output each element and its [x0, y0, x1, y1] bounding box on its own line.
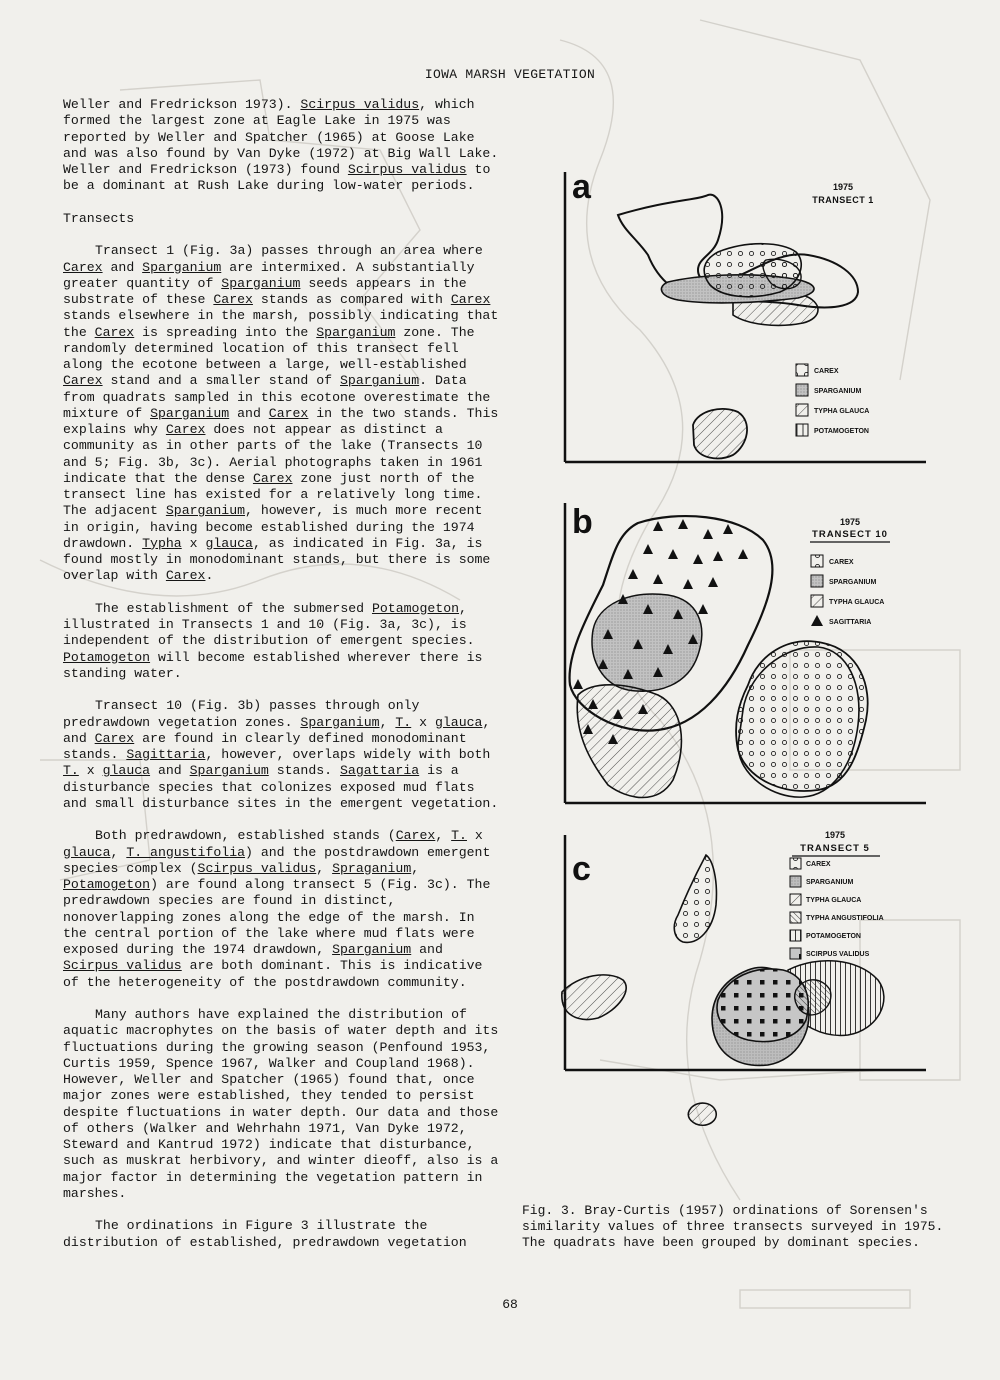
species-name: Sparganium [142, 259, 222, 275]
panel-a-legend-carex: CAREX [814, 368, 839, 375]
panel-c-legend-scirpus-validus: SCIRPUS VALIDUS [806, 951, 870, 958]
species-name: Scirpus validus [300, 97, 420, 112]
page-number: 68 [502, 1297, 518, 1312]
figure-panel-a [548, 160, 928, 480]
species-name: T. angustifolia [126, 844, 246, 860]
paragraph-potamogeton: The establishment of the submersed Potamogeton, illustrated in Transects 1 and 10 (Fig. 3a, 3c), is independent of the distribution of emergent species. Potamogeton will become established wherever there is standing water. [63, 600, 483, 681]
left-column [63, 97, 505, 1267]
species-name: Carex [252, 470, 293, 486]
panel-a-plot [565, 172, 926, 462]
species-name: Carex [165, 568, 206, 584]
species-name: Sagattaria [340, 763, 420, 779]
sagittaria-marker [723, 524, 733, 534]
species-name: Carex [213, 292, 253, 307]
paragraph-transect-1: Transect 1 (Fig. 3a) passes through an area where Carex and Sparganium are intermixed. A substantially greater quantity of Sparganium seeds appears in the substrate of these Carex stands as compared with Carex stands elsewhere in the marsh, possibly indicating that the Carex is spreading into the Sparganium zone. The randomly determined location of this transect fell along the ecotone between a large, well-established Carex stand and a smaller stand of Sparganium. Data from quadrats sampled in this ecotone overestimate the mixture of Sparganium and Carex in the two stands. This explains why Carex does not appear as distinct a community as in other parts of the lake (Transects 10 and 5; Fig. 3b, 3c). Aerial photographs taken in 1961 indicate that the dense Carex zone just north of the transect line has existed for a relatively long time. The adjacent Sparganium, however, is much more recent in origin, having become established during the 1974 drawdown. Typha x glauca, as indicated in Fig. 3a, is found mostly in monodominant stands, but there is some overlap with Carex. [63, 243, 499, 584]
panel-b-legend-sparganium: SPARGANIUM [829, 579, 877, 586]
sagittaria-marker [628, 569, 638, 579]
figure-panel-b [548, 495, 928, 815]
panel-b-legend-typha-glauca: TYPHA GLAUCA [829, 599, 885, 606]
species-name: glauca [205, 535, 253, 551]
panel-c-legend-typha-glauca: TYPHA GLAUCA [806, 897, 862, 904]
species-name: Spraganium [332, 860, 412, 876]
panel-b-letter: b [572, 503, 593, 541]
sagittaria-marker [708, 577, 718, 587]
species-name: Scirpus validus [197, 860, 317, 876]
sagittaria-marker [683, 579, 693, 589]
species-name: Sparganium [300, 714, 380, 730]
paragraph-ordinations: The ordinations in Figure 3 illustrate the distribution of established, predrawdown vegetation [63, 1218, 467, 1250]
panel-a-legend-typha-glauca: TYPHA GLAUCA [814, 408, 870, 415]
running-head: IOWA MARSH VEGETATION [424, 67, 596, 82]
panel-b-year: 1975 [839, 517, 861, 527]
panel-b-legend-carex: CAREX [829, 559, 854, 566]
species-name: Sparganium [189, 763, 269, 779]
figure-panel-c [548, 820, 928, 1140]
sagittaria-marker [698, 604, 708, 614]
panel-b-carex-zone [736, 641, 868, 791]
paragraph-1: Weller and Fredrickson 1973). Scirpus validus, which formed the largest zone at Eagle Lake in 1975 was reported by Weller and Spatcher (1965) at Goose Lake and was also found by Van Dyke (1972) at Big Wall Lake. Weller and Fredrickson (1973) found Scirpus validus to be a dominant at Rush Lake during low-water periods. [63, 97, 499, 194]
species-name: Carex [63, 373, 103, 389]
panel-a-legend-potamogeton: POTAMOGETON [814, 428, 869, 435]
sagittaria-marker [713, 551, 723, 561]
panel-a-letter: a [572, 168, 591, 206]
panel-c-legend [790, 858, 884, 959]
panel-c-legend-sparganium: SPARGANIUM [806, 879, 854, 886]
paragraph-transect-10: Transect 10 (Fig. 3b) passes through only predrawdown vegetation zones. Sparganium, T. x glauca, and Carex are found in clearly defined monodominant stands. Sagittaria, however, overlaps widely with both T. x glauca and Sparganium stands. Sagattaria is a disturbance species that colonizes exposed mud flats and small disturbance sites in the emergent vegetation. [63, 698, 499, 811]
species-name: Scirpus validus [347, 162, 467, 177]
species-name: Typha [142, 535, 182, 551]
sagittaria-marker [653, 574, 663, 584]
sagittaria-marker [668, 549, 678, 559]
species-name: Carex [395, 828, 436, 844]
panel-a-year: 1975 [832, 182, 854, 192]
sagittaria-marker [643, 544, 653, 554]
panel-c-carex-zone [674, 855, 716, 942]
species-name: Sparganium [150, 405, 230, 421]
species-name: Sparganium [165, 503, 246, 519]
species-name: Sagittaria [126, 747, 206, 762]
sagittaria-marker [703, 529, 713, 539]
species-name: glauca [434, 714, 483, 730]
species-name: Sparganium [316, 324, 396, 340]
species-name: Sparganium [340, 373, 420, 389]
species-name: Potamogeton [371, 600, 460, 616]
species-name: glauca [63, 844, 111, 860]
sagittaria-marker [738, 549, 748, 559]
species-name: T. [395, 714, 412, 730]
species-name: Carex [165, 422, 206, 437]
section-heading-transects: Transects [63, 210, 135, 226]
panel-c-letter: c [572, 850, 591, 888]
species-name: Potamogeton [63, 877, 151, 892]
species-name: T. [63, 763, 79, 779]
panel-b-transect: TRANSECT 10 [812, 529, 888, 540]
panel-a-transect: TRANSECT 1 [812, 195, 874, 205]
species-name: Sparganium [221, 275, 301, 291]
panel-b-plot [565, 503, 926, 803]
species-name: Carex [94, 324, 135, 340]
paragraph-transect-5: Both predrawdown, established stands (Carex, T. x glauca, T. angustifolia) and the postdrawdown emergent species complex (Scirpus validus, Spraganium, Potamogeton) are found along transect 5 (Fig. 3c). The predrawdown species are found in distinct, nonoverlapping zones along the edge of the marsh. In the central portion of the lake where mud flats were exposed during the 1974 drawdown, Sparganium and Scirpus validus are both dominant. This is indicative of the heterogeneity of the postdrawdown community. [63, 828, 491, 990]
sagittaria-marker [573, 679, 583, 689]
panel-c-typha-zone-2 [688, 1103, 716, 1125]
sagittaria-marker [653, 521, 663, 531]
panel-a-typha-zone-2 [693, 409, 747, 459]
panel-c-legend-typha-angustifolia: TYPHA ANGUSTIFOLIA [806, 915, 884, 922]
panel-a-legend [796, 364, 869, 436]
panel-a-legend-sparganium: SPARGANIUM [814, 388, 862, 395]
species-name: Scirpus validus [63, 958, 182, 974]
panel-c-typha-zone [562, 975, 626, 1020]
sagittaria-marker [693, 554, 703, 564]
panel-b-legend-sagittaria: SAGITTARIA [829, 619, 872, 626]
species-name: Sparganium [332, 942, 412, 957]
panel-c-plot [562, 835, 926, 1125]
species-name: glauca [102, 763, 151, 779]
paragraph-water-depth: Many authors have explained the distribution of aquatic macrophytes on the basis of water depth and its fluctuations during the growing season (Penfound 1953, Curtis 1959, Spence 1967, Walker and Coupland 1968). However, Weller and Spatcher (1965) found that, once major zones were established, they tended to persist despite fluctuations in water depth. Our data and those of others (Walker and Wehrhahn 1971, Van Dyke 1972, Steward and Kantrud 1972) indicate that disturbance, such as muskrat herbivory, and winter dieoff, also is a major factor in determining the vegetation pattern in marshes. [63, 1007, 499, 1201]
panel-b-legend [811, 555, 884, 626]
figure-caption: Fig. 3. Bray-Curtis (1957) ordinations of Sorensen's similarity values of three transects surveyed in 1975. The quadrats have been grouped by dominant species. [522, 1203, 944, 1250]
species-name: Carex [63, 259, 103, 275]
species-name: Carex [450, 292, 491, 307]
species-name: Carex [94, 730, 135, 746]
panel-c-legend-potamogeton: POTAMOGETON [806, 933, 861, 940]
panel-c-year: 1975 [824, 830, 846, 840]
species-name: Potamogeton [63, 649, 151, 665]
species-name: T. [451, 828, 467, 844]
panel-c-legend-carex: CAREX [806, 861, 831, 868]
sagittaria-marker [678, 519, 688, 529]
species-name: Carex [268, 405, 309, 421]
panel-c-transect: TRANSECT 5 [800, 843, 870, 854]
